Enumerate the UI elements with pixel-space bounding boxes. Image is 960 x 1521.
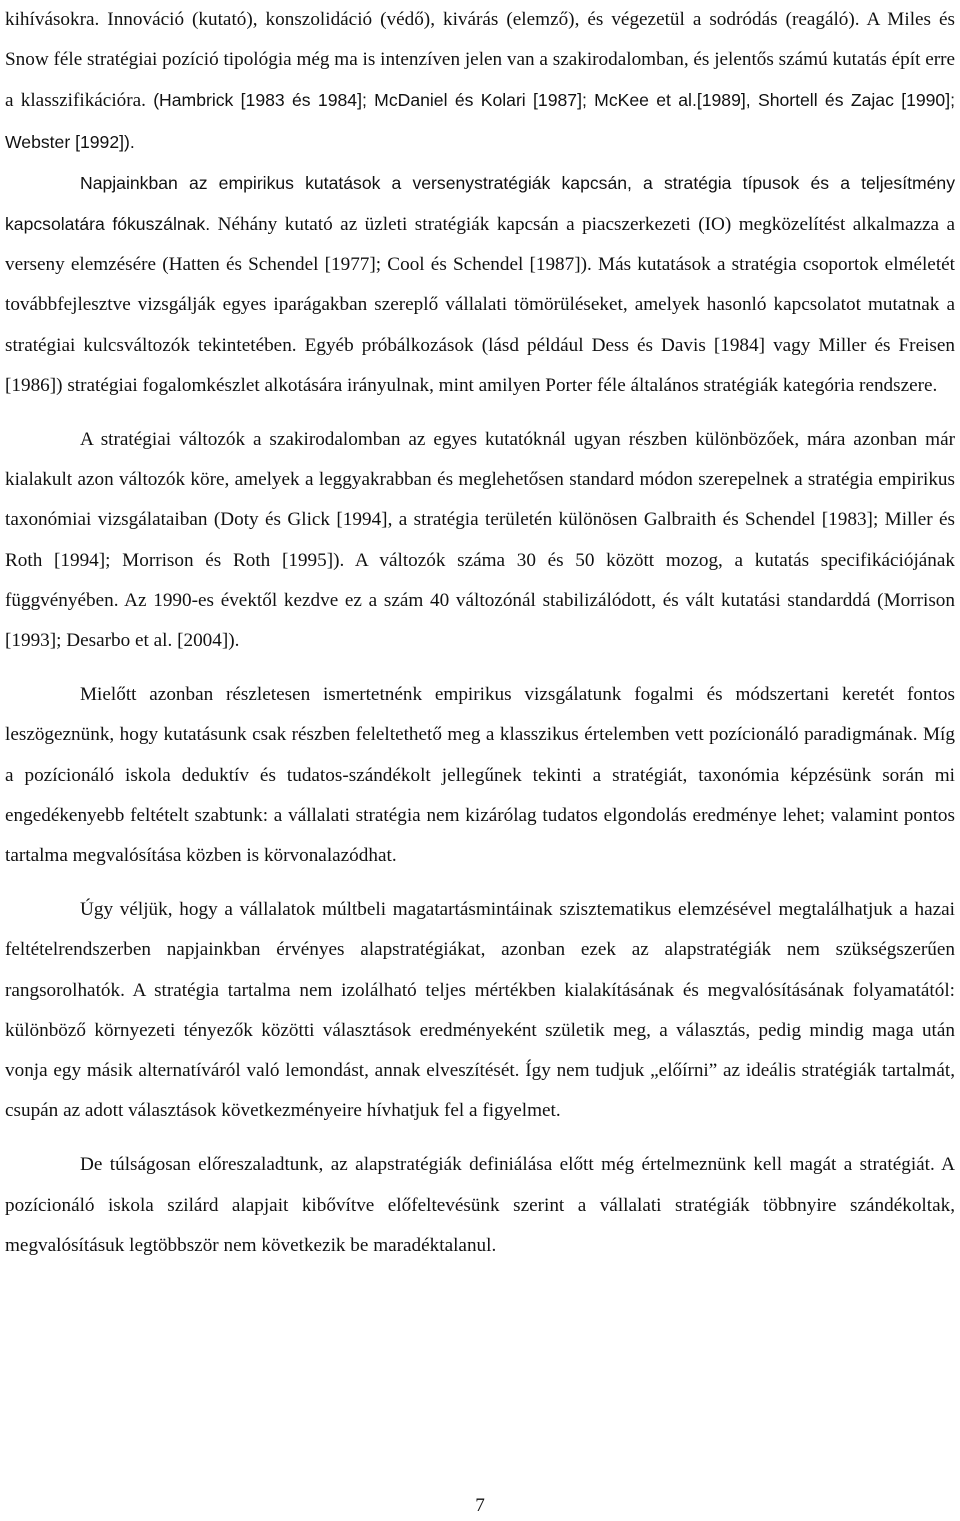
- paragraph-2-intro: Napjainkban az empirikus kutatások a versenystratégiák kapcsán, a stratégia típusok és a teljesítmény kapcsolatára fókuszálnak.: [5, 172, 955, 235]
- paragraph-1-text: kihívásokra. Innováció (kutató), konszolidáció (védő), kivárás (elemző), és végezetül a sodródás (reagáló). A Miles és Snow féle stratégiai pozíció tipológia még ma is intenzíven jelen van a szakirodalomban, és jelentős számú kutatás épít erre a klasszifikációra.: [5, 9, 956, 112]
- paragraph-5: Úgy véljük, hogy a vállalatok múltbeli magatartásmintáinak szisztematikus elemzésével megtalálhatjuk a hazai feltételrendszerben napjainkban érvényes alapstratégiákat, azonban ezek az alapstratégiák nem szükségszerűen rangsorolhatók. A stratégia tartalma nem izolálható teljes mértékben kialakításának és megvalósításának folyamatától: különböző környezeti tényezők közötti választások eredményeként születik meg, a választás, pedig mindig maga után vonja egy másik alternatíváról való lemondást, annak elveszítését. Így nem tudjuk „előírni” az ideális stratégiák tartalmát, csupán az adott választások következményeire hívhatjuk fel a figyelmet.: [5, 899, 955, 1122]
- paragraph-4: Mielőtt azonban részletesen ismertetnénk empirikus vizsgálatunk fogalmi és módszertani keretét fontos leszögeznünk, hogy kutatásunk csak részben feleltethető meg a klasszikus értelemben vett pozícionáló paradigmának. Míg a pozícionáló iskola deduktív és tudatos-szándékolt jellegűnek tekinti a stratégiát, taxonómia képzésünk során mi engedékenyebb feltételt szabtunk: a vállalati stratégia nem kizárólag tudatos elgondolás eredménye lehet; valamint pontos tartalma megvalósítása közben is körvonalazódhat.: [5, 684, 955, 867]
- page-number: 7: [475, 1495, 485, 1516]
- document-body: [5, 0, 955, 1266]
- paragraph-2: [5, 163, 955, 406]
- paragraph-1-citations: (Hambrick [1983 és 1984]; McDaniel és Kolari [1987]; McKee et al.[1989], Shortell és Zajac [1990]; Webster [1992]).: [5, 90, 955, 152]
- paragraph-6: De túlságosan előreszaladtunk, az alapstratégiák definiálása előtt még értelmeznünk kell magát a stratégiát. A pozícionáló iskola szilárd alapjait kibővítve előfeltevésünk szerint a vállalati stratégiák többnyire szándékoltak, megvalósításuk legtöbbször nem következik be maradéktalanul.: [5, 1154, 955, 1256]
- paragraph-3: A stratégiai változók a szakirodalomban az egyes kutatóknál ugyan részben különbözőek, mára azonban már kialakult azon változók köre, amelyek a leggyakrabban és meglehetősen standard módon szerepelnek a stratégia empirikus taxonómiai vizsgálataiban (Doty és Glick [1994], a stratégia területén különösen Galbraith és Schendel [1983]; Miller és Roth [1994]; Morrison és Roth [1995]). A változók száma 30 és 50 között mozog, a kutatás specifikációjának függvényében. Az 1990-es évektől kezdve ez a szám 40 változónál stabilizálódott, és vált kutatási standarddá (Morrison [1993]; Desarbo et al. [2004]).: [5, 429, 955, 652]
- paragraph-1: [5, 0, 955, 163]
- paragraph-2-text-cont: Más kutatások a stratégia csoportok elméletét továbbfejlesztve vizsgálják egyes iparágakban szereplő vállalati tömörüléseket, amelyek hasonló kapcsolatot mutatnak a stratégiai kulcsváltozók tekintetében. Egyéb próbálkozások (lásd például Dess és Davis [1984] vagy Miller és Freisen [1986]) stratégiai fogalomkészlet alkotására irányulnak, mint amilyen Porter féle általános stratégiák kategória rendszere.: [5, 254, 955, 396]
- paragraph-2-text: Néhány kutató az üzleti stratégiák kapcsán a piacszerkezeti (IO) megközelítést alkalmazza a verseny elemzésére (Hatten és Schendel [1977]; Cool és Schendel [1987]).: [5, 214, 956, 276]
